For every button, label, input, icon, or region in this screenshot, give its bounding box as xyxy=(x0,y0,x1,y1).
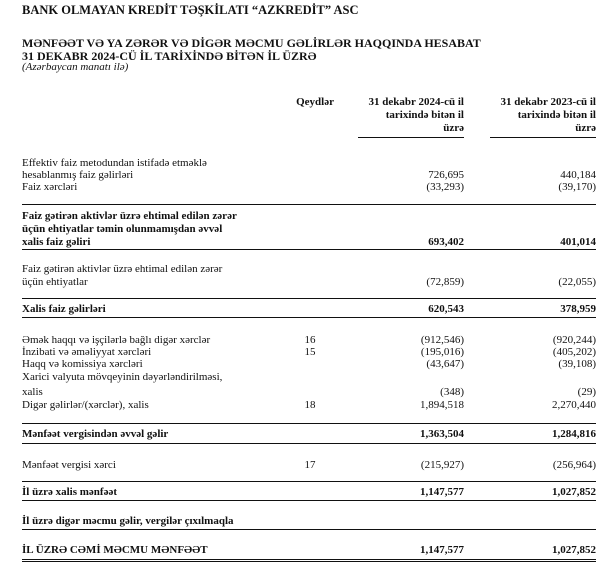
row-value-2024: 726,695 xyxy=(428,169,464,181)
row-label: Faiz gətirən aktivlər üzrə ehtimal edilən zərər xyxy=(22,263,223,275)
row-value-2024: 693,402 xyxy=(428,236,464,248)
row-value-2023: (256,964) xyxy=(552,459,596,471)
row-value-2024: (43,647) xyxy=(426,358,464,370)
row-label: Effektiv faiz metodundan istifadə etməklə xyxy=(22,157,207,169)
row-label: Mənfəət vergisindən əvvəl gəlir xyxy=(22,428,169,440)
row-value-2024: (195,016) xyxy=(420,346,464,358)
row-note: 17 xyxy=(304,459,316,471)
row-label: Əmək haqqı və işçilərlə bağlı digər xərclər xyxy=(22,334,211,346)
row-value-2023: 1,027,852 xyxy=(552,486,596,498)
column-header-2024-line1: 31 dekabr 2024-cü il xyxy=(368,96,464,108)
row-label: Xalis faiz gəlirləri xyxy=(22,303,106,315)
row-label: üçün ehtiyatlar xyxy=(22,276,88,288)
row-value-2023: 440,184 xyxy=(560,169,596,181)
row-value-2024: (912,546) xyxy=(420,334,464,346)
row-value-2024: (33,293) xyxy=(426,181,464,193)
section-rule xyxy=(22,529,596,530)
row-note: 16 xyxy=(304,334,316,346)
row-label: Faiz xərcləri xyxy=(22,181,78,193)
section-rule xyxy=(22,443,596,444)
row-label: hesablanmış faiz gəlirləri xyxy=(22,169,134,181)
row-value-2023: (39,108) xyxy=(558,358,596,370)
section-rule xyxy=(22,423,596,424)
row-label: İnzibati və əməliyyat xərcləri xyxy=(22,346,152,358)
section-rule xyxy=(22,204,596,205)
row-label: üçün ehtiyatlar təmin olunmamışdan əvvəl xyxy=(22,223,223,235)
row-value-2024: 1,894,518 xyxy=(420,399,464,411)
column-header-2024-line2: tarixində bitən il xyxy=(385,109,464,121)
section-rule xyxy=(22,481,596,482)
row-label: Xarici valyuta mövqeyinin dəyərləndirilməsi, xyxy=(22,371,223,383)
row-value-2023: (29) xyxy=(577,386,596,398)
header-underline-2023 xyxy=(490,137,596,138)
row-value-2024: 1,363,504 xyxy=(420,428,464,440)
row-value-2023: 401,014 xyxy=(560,236,596,248)
row-label: Haqq və komissiya xərcləri xyxy=(22,358,143,370)
section-rule xyxy=(22,317,596,318)
row-value-2023: (39,170) xyxy=(558,181,596,193)
row-note: 18 xyxy=(304,399,316,411)
row-value-2023: 2,270,440 xyxy=(552,399,596,411)
row-value-2023: 1,027,852 xyxy=(552,544,596,556)
row-value-2024: (72,859) xyxy=(426,276,464,288)
column-header-2023 xyxy=(474,96,596,135)
notes-column-header: Qeydlər xyxy=(296,96,334,108)
currency-note: (Azərbaycan manatı ilə) xyxy=(22,61,129,73)
row-label: Digər gəlirlər/(xərclər), xalis xyxy=(22,399,149,411)
row-label: xalis faiz gəliri xyxy=(22,236,91,248)
row-value-2024: (215,927) xyxy=(420,459,464,471)
column-header-2023-line3: üzrə xyxy=(575,122,596,134)
section-rule xyxy=(22,500,596,501)
section-rule xyxy=(22,561,596,562)
row-value-2023: (22,055) xyxy=(558,276,596,288)
row-label: xalis xyxy=(22,386,43,398)
row-value-2023: 1,284,816 xyxy=(552,428,596,440)
row-value-2023: (405,202) xyxy=(552,346,596,358)
row-note: 15 xyxy=(304,346,316,358)
report-title-line2: 31 DEKABR 2024-CÜ İL TARİXİNDƏ BİTƏN İL ÜZRƏ xyxy=(22,49,317,63)
row-value-2024: 1,147,577 xyxy=(420,544,464,556)
row-label: Mənfəət vergisi xərci xyxy=(22,459,116,471)
header-underline-2024 xyxy=(358,137,464,138)
column-header-2024-line3: üzrə xyxy=(443,122,464,134)
column-header-2024 xyxy=(340,96,464,135)
section-rule xyxy=(22,298,596,299)
report-title-line1: MƏNFƏƏT VƏ YA ZƏRƏR VƏ DİGƏR MƏCMU GƏLİRLƏR HAQQINDA HESABAT xyxy=(22,36,481,50)
row-value-2024: (348) xyxy=(440,386,464,398)
section-rule xyxy=(22,559,596,560)
column-header-2023-line2: tarixində bitən il xyxy=(517,109,596,121)
row-value-2023: 378,959 xyxy=(560,303,596,315)
column-header-2023-line1: 31 dekabr 2023-cü il xyxy=(500,96,596,108)
row-label: İl üzrə digər məcmu gəlir, vergilər çıxılmaqla xyxy=(22,515,234,527)
row-label: İL ÜZRƏ CƏMİ MƏCMU MƏNFƏƏT xyxy=(22,544,208,556)
row-value-2024: 1,147,577 xyxy=(420,486,464,498)
company-name: BANK OLMAYAN KREDİT TƏŞKİLATI “AZKREDİT” ASC xyxy=(22,3,359,17)
row-label: İl üzrə xalis mənfəət xyxy=(22,486,117,498)
section-rule xyxy=(22,249,596,250)
row-value-2024: 620,543 xyxy=(428,303,464,315)
row-value-2023: (920,244) xyxy=(552,334,596,346)
row-label: Faiz gətirən aktivlər üzrə ehtimal edilən zərər xyxy=(22,210,237,222)
